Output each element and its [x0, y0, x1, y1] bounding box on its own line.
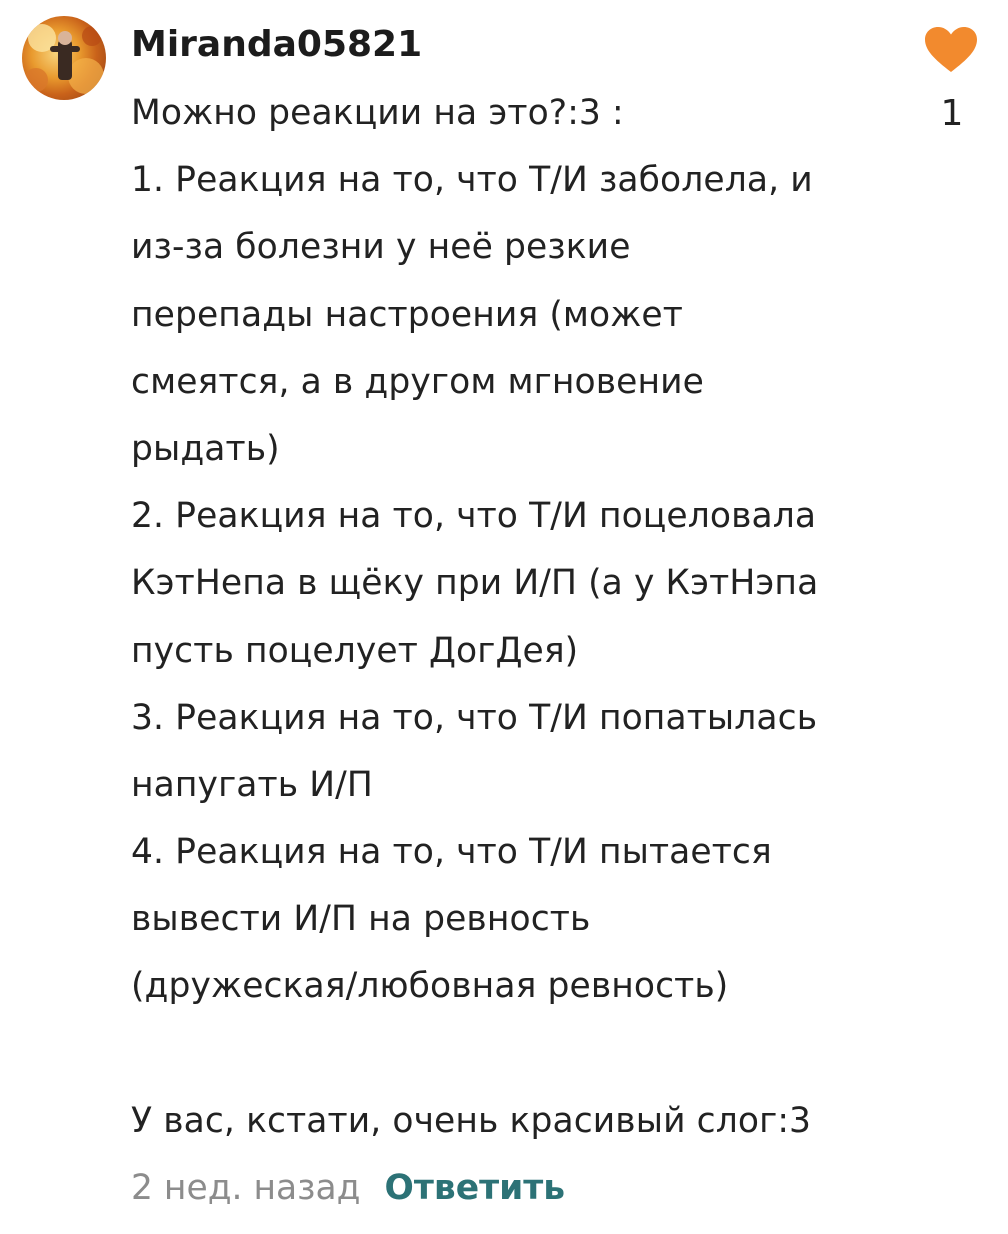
- reply-button[interactable]: Ответить: [384, 1168, 566, 1208]
- comment-closing-line: У вас, кстати, очень красивый слог:3: [131, 1100, 812, 1141]
- comment-line: смеятся, а в другом мгновение: [131, 361, 705, 402]
- comment-line: перепады настроения (может: [131, 294, 683, 335]
- comment-line: 4. Реакция на то, что Т/И пытается: [131, 832, 772, 873]
- avatar[interactable]: [22, 16, 106, 100]
- username[interactable]: Miranda05821: [131, 24, 423, 65]
- comment-line: 2. Реакция на то, что Т/И поцеловала: [131, 496, 817, 537]
- comment-line: вывести И/П на ревность: [131, 899, 591, 940]
- comment-line: Можно реакции на это?:3 :: [131, 93, 624, 133]
- comment-body: [131, 80, 891, 1155]
- blank-line: [131, 1021, 891, 1088]
- comment-line: из-за болезни у неё резкие: [131, 227, 631, 268]
- comment-line: рыдать): [131, 428, 280, 469]
- comment-line: пусть поцелует ДогДея): [131, 630, 579, 671]
- like-count: 1: [940, 93, 964, 134]
- comment-line: 3. Реакция на то, что Т/И попатылась: [131, 697, 818, 738]
- comment-line: 1. Реакция на то, что Т/И заболела, и: [131, 160, 813, 201]
- avatar-image: [22, 16, 106, 100]
- timestamp: 2 нед. назад: [131, 1168, 361, 1208]
- heart-icon[interactable]: [924, 26, 978, 74]
- comment-line: (дружеская/любовная ревность): [131, 966, 729, 1007]
- comment-meta: [131, 1162, 565, 1214]
- comment-line: КэтНепа в щёку при И/П (а у КэтНэпа: [131, 563, 819, 604]
- comment-line: напугать И/П: [131, 764, 373, 805]
